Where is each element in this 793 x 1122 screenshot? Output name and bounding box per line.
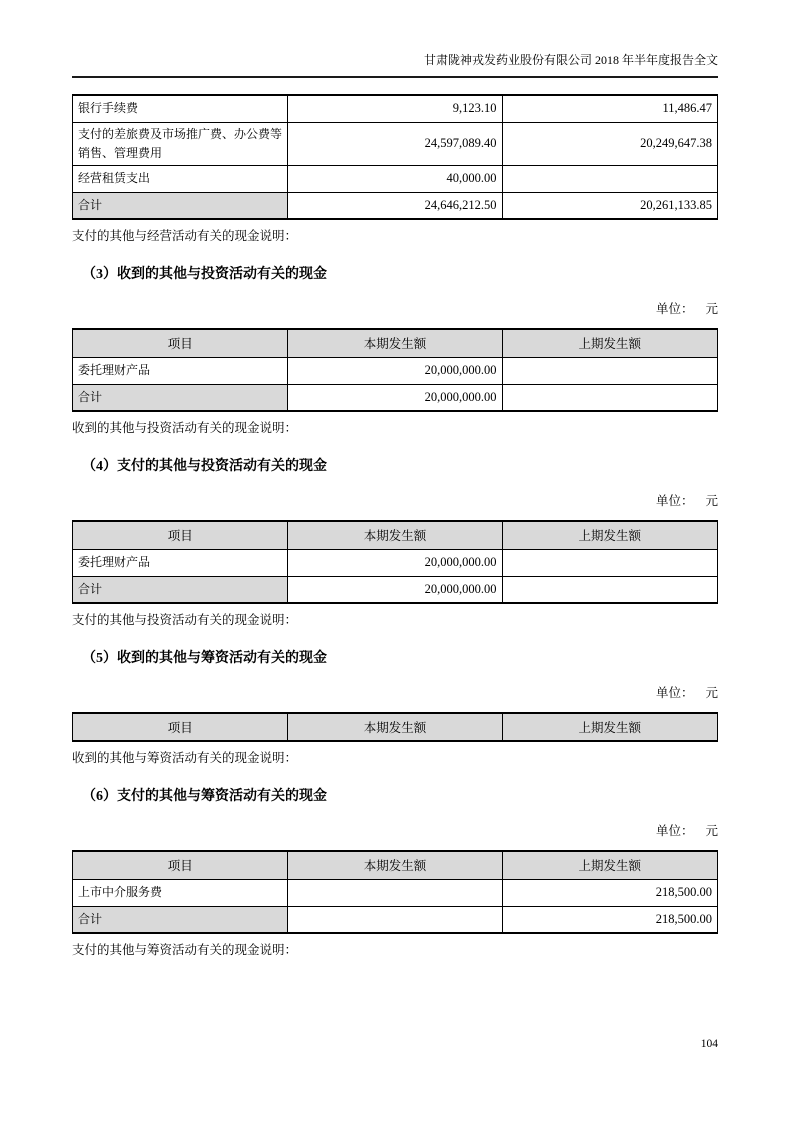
item-cell: 合计 (73, 906, 288, 933)
section-heading: （3）收到的其他与投资活动有关的现金 (82, 267, 327, 282)
table-header-row (73, 713, 718, 741)
column-header: 项目 (73, 851, 288, 879)
section-note: 收到的其他与投资活动有关的现金说明： (72, 421, 298, 435)
prior-period-cell (502, 165, 717, 192)
item-cell: 合计 (73, 576, 288, 603)
column-header: 上期发生额 (502, 329, 717, 357)
unit-value: 元 (705, 824, 718, 838)
section-heading: （6）支付的其他与筹资活动有关的现金 (82, 789, 327, 804)
current-period-cell: 24,646,212.50 (288, 192, 502, 219)
column-header: 本期发生额 (288, 851, 502, 879)
continued-expense-table (72, 94, 718, 220)
item-cell: 支付的差旅费及市场推广费、办公费等销售、管理费用 (73, 122, 288, 165)
prior-period-cell: 11,486.47 (502, 95, 717, 122)
item-cell: 委托理财产品 (73, 357, 288, 384)
current-period-cell (288, 906, 502, 933)
section-table (72, 520, 718, 604)
page-header-title: 甘肃陇神戎发药业股份有限公司 2018 年半年度报告全文 (423, 53, 718, 67)
total-row (73, 192, 718, 219)
table-header-row (73, 521, 718, 549)
section-table-body (73, 357, 718, 411)
section-heading: （5）收到的其他与筹资活动有关的现金 (82, 651, 327, 666)
column-header: 本期发生额 (288, 329, 502, 357)
item-cell: 合计 (73, 384, 288, 411)
continued-table-body (73, 95, 718, 219)
unit-label: 单位： (655, 686, 694, 700)
prior-period-cell: 218,500.00 (502, 906, 717, 933)
section-table (72, 712, 718, 742)
unit-label: 单位： (655, 824, 694, 838)
unit-line (72, 302, 718, 317)
unit-line (72, 824, 718, 839)
current-period-cell: 20,000,000.00 (288, 357, 502, 384)
item-cell: 经营租赁支出 (73, 165, 288, 192)
section-table (72, 328, 718, 412)
table-row (73, 122, 718, 165)
unit-value: 元 (705, 302, 718, 316)
current-period-cell: 20,000,000.00 (288, 384, 502, 411)
unit-line (72, 494, 718, 509)
current-period-cell: 40,000.00 (288, 165, 502, 192)
item-cell: 合计 (73, 192, 288, 219)
current-period-cell: 24,597,089.40 (288, 122, 502, 165)
report-section (72, 266, 718, 436)
current-period-cell (288, 879, 502, 906)
column-header: 项目 (73, 521, 288, 549)
current-period-cell: 20,000,000.00 (288, 549, 502, 576)
unit-line (72, 686, 718, 701)
prior-period-cell: 20,249,647.38 (502, 122, 717, 165)
report-section (72, 650, 718, 766)
table-row (73, 879, 718, 906)
unit-value: 元 (705, 494, 718, 508)
section-table (72, 850, 718, 934)
section-table-body (73, 549, 718, 603)
unit-value: 元 (705, 686, 718, 700)
item-cell: 委托理财产品 (73, 549, 288, 576)
table-row (73, 165, 718, 192)
unit-label: 单位： (655, 494, 694, 508)
section-note: 支付的其他与筹资活动有关的现金说明： (72, 943, 298, 957)
column-header: 上期发生额 (502, 851, 717, 879)
item-cell: 银行手续费 (73, 95, 288, 122)
prior-period-cell (502, 549, 717, 576)
prior-period-cell (502, 384, 717, 411)
total-row (73, 384, 718, 411)
column-header: 项目 (73, 713, 288, 741)
column-header: 项目 (73, 329, 288, 357)
table-row (73, 357, 718, 384)
column-header: 本期发生额 (288, 713, 502, 741)
report-section (72, 458, 718, 628)
section-note: 收到的其他与筹资活动有关的现金说明： (72, 751, 298, 765)
prior-period-cell (502, 357, 717, 384)
header-rule (72, 76, 718, 78)
column-header: 本期发生额 (288, 521, 502, 549)
section-note: 支付的其他与投资活动有关的现金说明： (72, 613, 298, 627)
report-section (72, 788, 718, 958)
column-header: 上期发生额 (502, 713, 717, 741)
note-operating-cash: 支付的其他与经营活动有关的现金说明： (72, 229, 298, 243)
item-cell: 上市中介服务费 (73, 879, 288, 906)
table-row (73, 549, 718, 576)
total-row (73, 906, 718, 933)
unit-label: 单位： (655, 302, 694, 316)
prior-period-cell (502, 576, 717, 603)
section-table-body (73, 879, 718, 933)
prior-period-cell: 218,500.00 (502, 879, 717, 906)
total-row (73, 576, 718, 603)
page-number: 104 (700, 1038, 718, 1050)
table-header-row (73, 329, 718, 357)
table-row (73, 95, 718, 122)
column-header: 上期发生额 (502, 521, 717, 549)
sections-container (72, 266, 718, 958)
current-period-cell: 20,000,000.00 (288, 576, 502, 603)
section-heading: （4）支付的其他与投资活动有关的现金 (82, 459, 327, 474)
table-header-row (73, 851, 718, 879)
current-period-cell: 9,123.10 (288, 95, 502, 122)
prior-period-cell: 20,261,133.85 (502, 192, 717, 219)
